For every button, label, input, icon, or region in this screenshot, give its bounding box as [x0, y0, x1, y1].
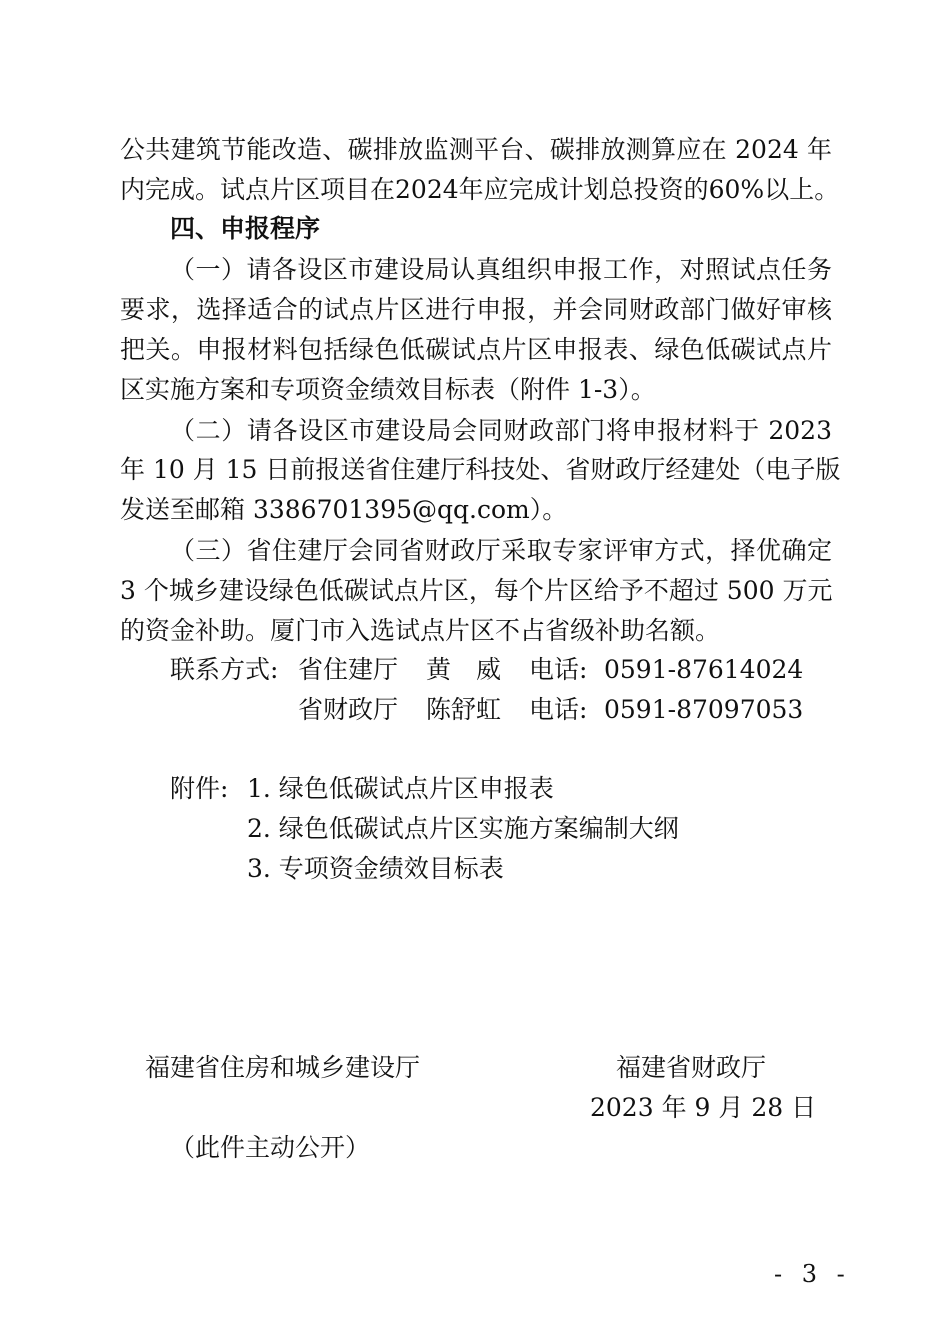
attachment-item: 1. 绿色低碳试点片区申报表 — [247, 774, 554, 803]
contact-dept: 省住建厅 — [298, 655, 399, 684]
attachments-label: 附件: — [170, 774, 229, 803]
contact-dept: 省财政厅 — [298, 695, 399, 724]
attachment-item: 2. 绿色低碳试点片区实施方案编制大纲 — [247, 814, 679, 843]
paragraph-line: 要求，选择适合的试点片区进行申报，并会同财政部门做好审核 — [120, 295, 832, 324]
contact-phone-label: 电话: — [529, 655, 588, 684]
paragraph-line: 内完成。试点片区项目在2024年应完成计划总投资的60%以上。 — [120, 175, 840, 204]
signature-left-org: 福建省住房和城乡建设厅 — [145, 1053, 421, 1082]
paragraph-line: 年 10 月 15 日前报送省住建厅科技处、省财政厅经建处（电子版 — [120, 455, 841, 484]
paragraph-line: 的资金补助。厦门市入选试点片区不占省级补助名额。 — [120, 616, 721, 645]
attachment-item: 3. 专项资金绩效目标表 — [247, 854, 504, 883]
section-heading: 四、申报程序 — [170, 214, 321, 243]
contact-person: 黄 威 — [426, 655, 502, 684]
paragraph-line: 3 个城乡建设绿色低碳试点片区，每个片区给予不超过 500 万元 — [120, 576, 833, 605]
paragraph-line: 把关。申报材料包括绿色低碳试点片区申报表、绿色低碳试点片 — [120, 335, 832, 364]
signature-right-org: 福建省财政厅 — [616, 1053, 767, 1082]
paragraph-line: （一）请各设区市建设局认真组织申报工作，对照试点任务 — [170, 255, 832, 284]
contact-phone-label: 电话: — [529, 695, 588, 724]
contact-phone: 0591-87097053 — [604, 695, 804, 724]
disclosure-note: （此件主动公开） — [170, 1133, 371, 1162]
paragraph-line: （三）省住建厅会同省财政厅采取专家评审方式，择优确定 — [170, 536, 832, 565]
contact-label: 联系方式: — [170, 655, 279, 684]
contact-phone: 0591-87614024 — [604, 655, 804, 684]
contact-person: 陈舒虹 — [426, 695, 502, 724]
paragraph-line: 公共建筑节能改造、碳排放监测平台、碳排放测算应在 2024 年 — [120, 135, 832, 164]
paragraph-line: （二）请各设区市建设局会同财政部门将申报材料于 2023 — [170, 416, 832, 445]
paragraph-line: 发送至邮箱 3386701395@qq.com）。 — [120, 495, 568, 524]
page-number: - 3 - — [774, 1260, 851, 1288]
paragraph-line: 区实施方案和专项资金绩效目标表（附件 1-3）。 — [120, 375, 656, 404]
signature-date: 2023 年 9 月 28 日 — [590, 1093, 817, 1122]
